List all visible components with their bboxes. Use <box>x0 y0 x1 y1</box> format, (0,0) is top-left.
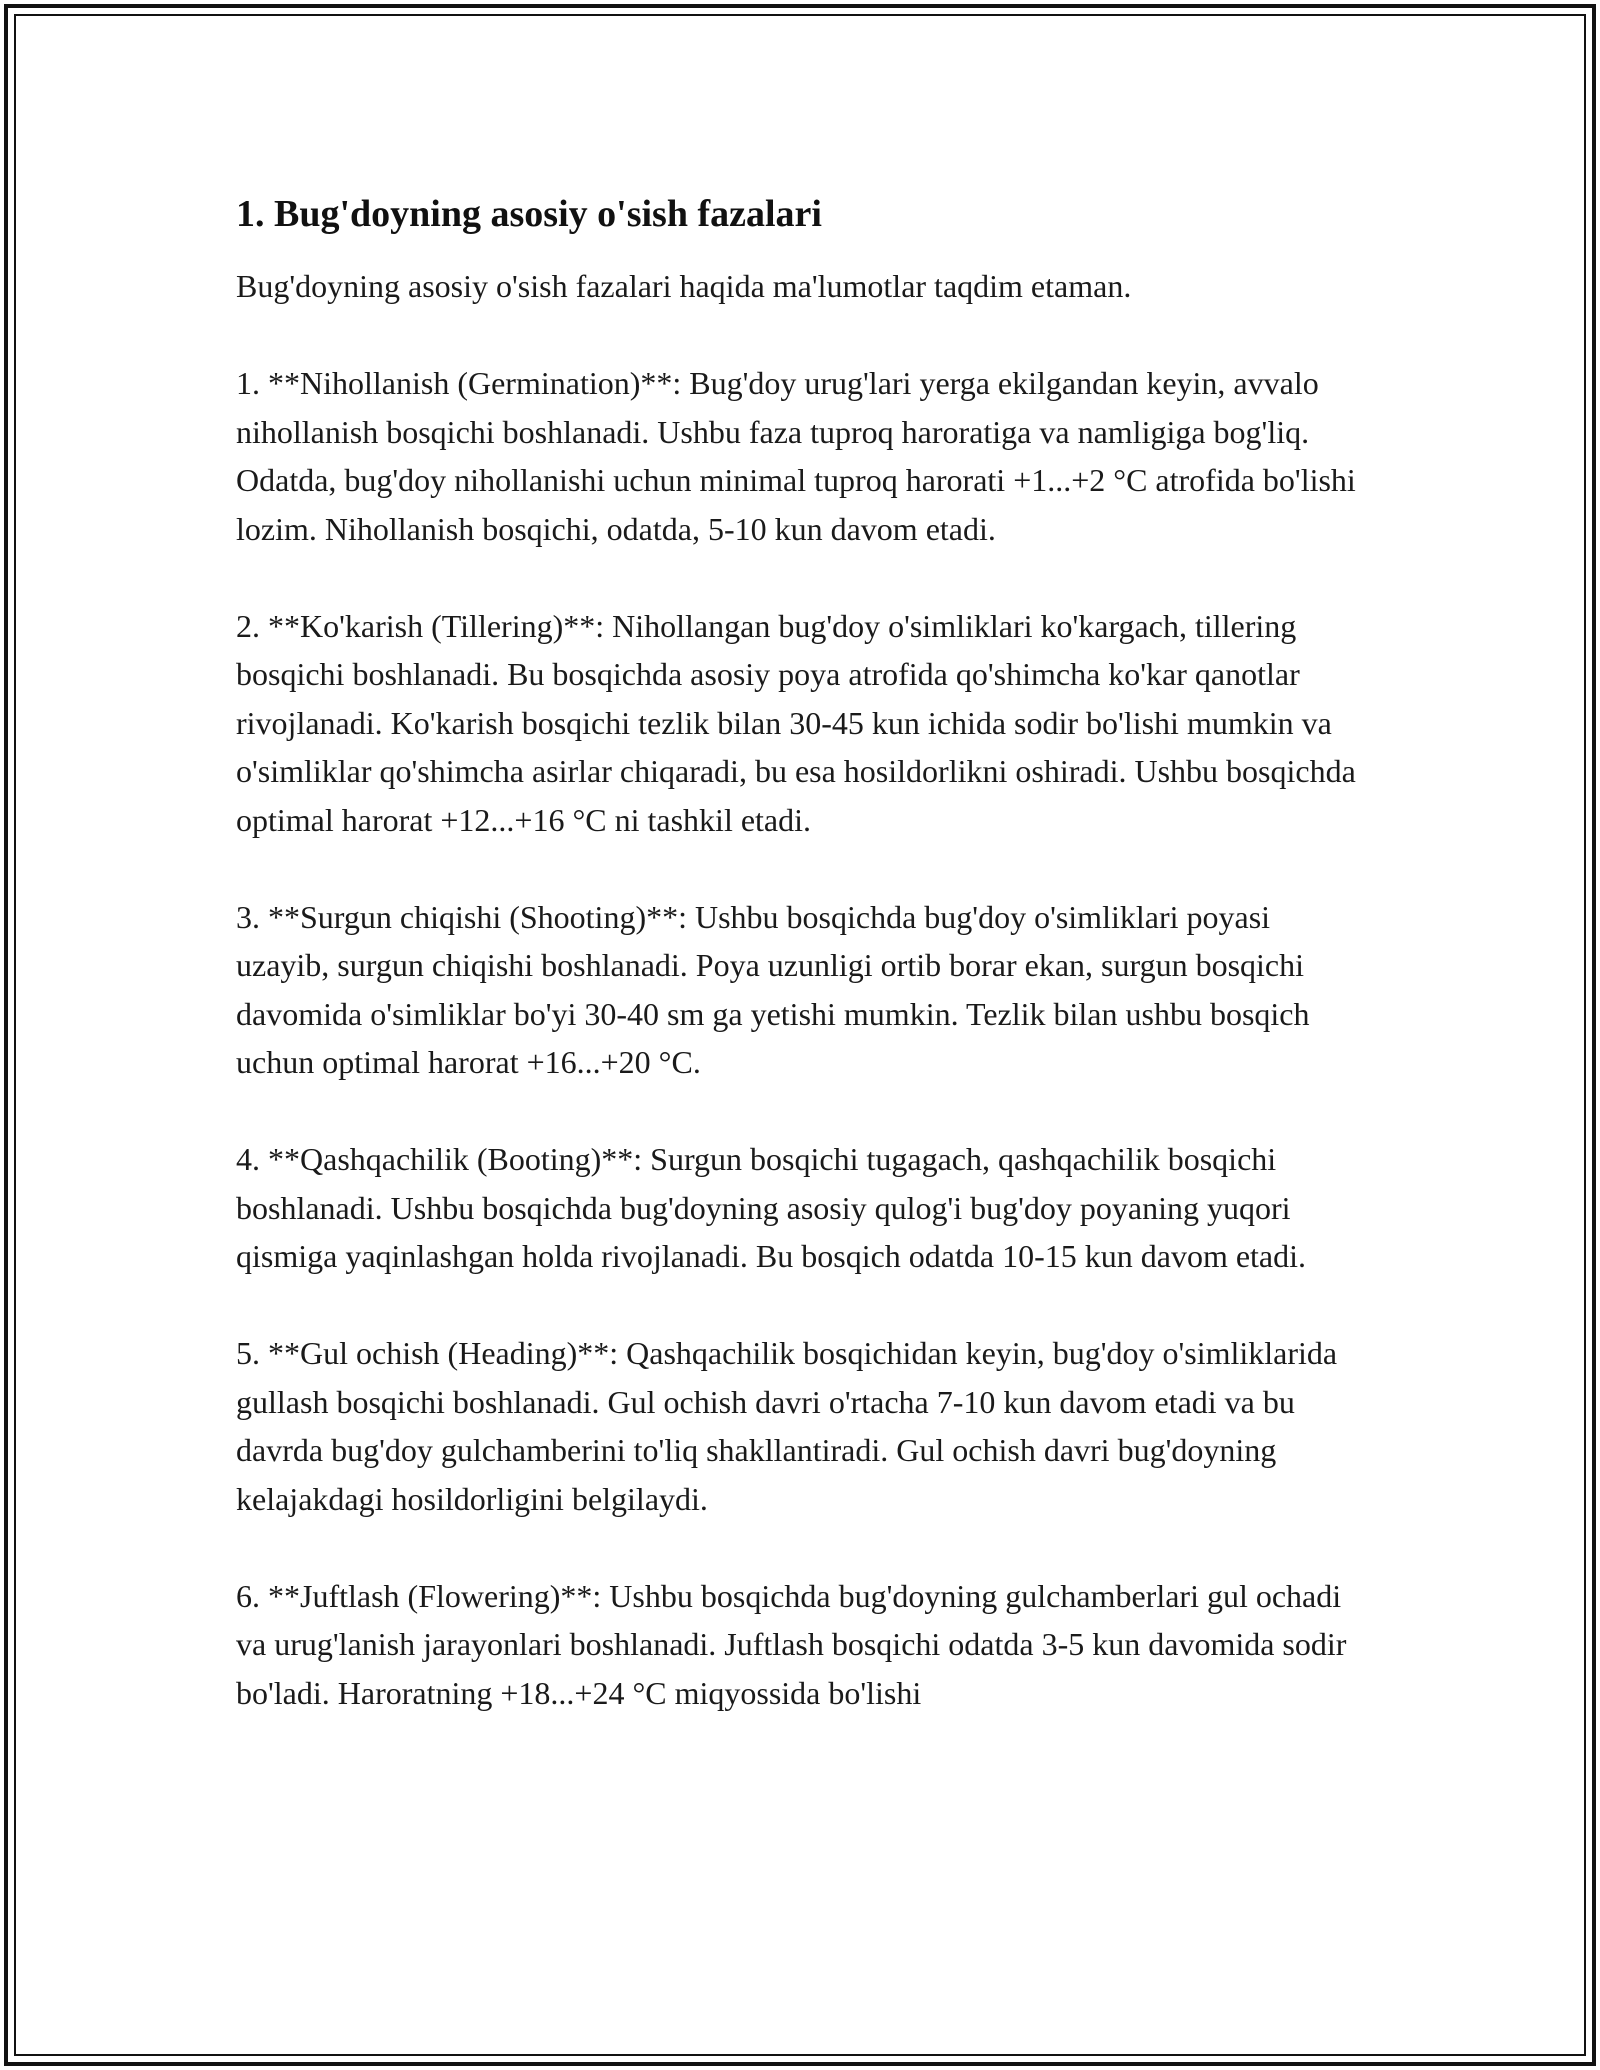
paragraph-shooting: 3. **Surgun chiqishi (Shooting)**: Ushbu bosqichda bug'doy o'simliklari poyasi uzayib, surgun chiqishi boshlanadi. Poya uzunligi ortib borar ekan, surgun bosqichi davomida o'simliklar bo'yi 30-40 sm ga yetishi mumkin. Tezlik bilan ushbu bosqich uchun optimal harorat +16...+20 °C. <box>236 898 1310 1080</box>
paragraph-booting: 4. **Qashqachilik (Booting)**: Surgun bosqichi tugagach, qashqachilik bosqichi boshlanadi. Ushbu bosqichda bug'doyning asosiy qulog'i bug'doy poyaning yuqori qismiga yaqinlashgan holda rivojlanadi. Bu bosqich odatda 10-15 kun davom etadi. <box>236 1141 1307 1274</box>
paragraph-tillering: 2. **Ko'karish (Tillering)**: Nihollangan bug'doy o'simliklari ko'kargach, tillering bosqichi boshlanadi. Bu bosqichda asosiy poya atrofida qo'shimcha ko'kar qanotlar rivojlanadi. Ko'karish bosqichi tezlik bilan 30-45 kun ichida sodir bo'lishi mumkin va o'simliklar qo'shimcha asirlar chiqaradi, bu esa hosildorlikni oshiradi. Ushbu bosqichda optimal harorat +12...+16 °C ni tashkil etadi. <box>236 607 1356 838</box>
section-heading: 1. Bug'doyning asosiy o'sish fazalari <box>236 193 822 235</box>
paragraph-germination: 1. **Nihollanish (Germination)**: Bug'doy urug'lari yerga ekilgandan keyin, avvalo nihollanish bosqichi boshlanadi. Ushbu faza tuproq haroratiga va namligiga bog'liq. Odatda, bug'doy nihollanishi uchun minimal tuproq harorati +1...+2 °C atrofida bo'lishi lozim. Nihollanish bosqichi, odatda, 5-10 kun davom etadi. <box>236 365 1356 547</box>
intro-paragraph: Bug'doyning asosiy o'sish fazalari haqida ma'lumotlar taqdim etaman. <box>236 268 1132 304</box>
paragraph-heading: 5. **Gul ochish (Heading)**: Qashqachilik bosqichidan keyin, bug'doy o'simliklarida gullash bosqichi boshlanadi. Gul ochish davri o'rtacha 7-10 kun davom etadi va bu davrda bug'doy gulchamberini to'liq shakllantiradi. Gul ochish davri bug'doyning kelajakdagi hosildorligini belgilaydi. <box>236 1335 1338 1517</box>
document-body <box>236 190 1366 1766</box>
paragraph-flowering: 6. **Juftlash (Flowering)**: Ushbu bosqichda bug'doyning gulchamberlari gul ochadi va urug'lanish jarayonlari boshlanadi. Juftlash bosqichi odatda 3-5 kun davomida sodir bo'ladi. Haroratning +18...+24 °C miqyossida bo'lishi <box>236 1577 1347 1711</box>
